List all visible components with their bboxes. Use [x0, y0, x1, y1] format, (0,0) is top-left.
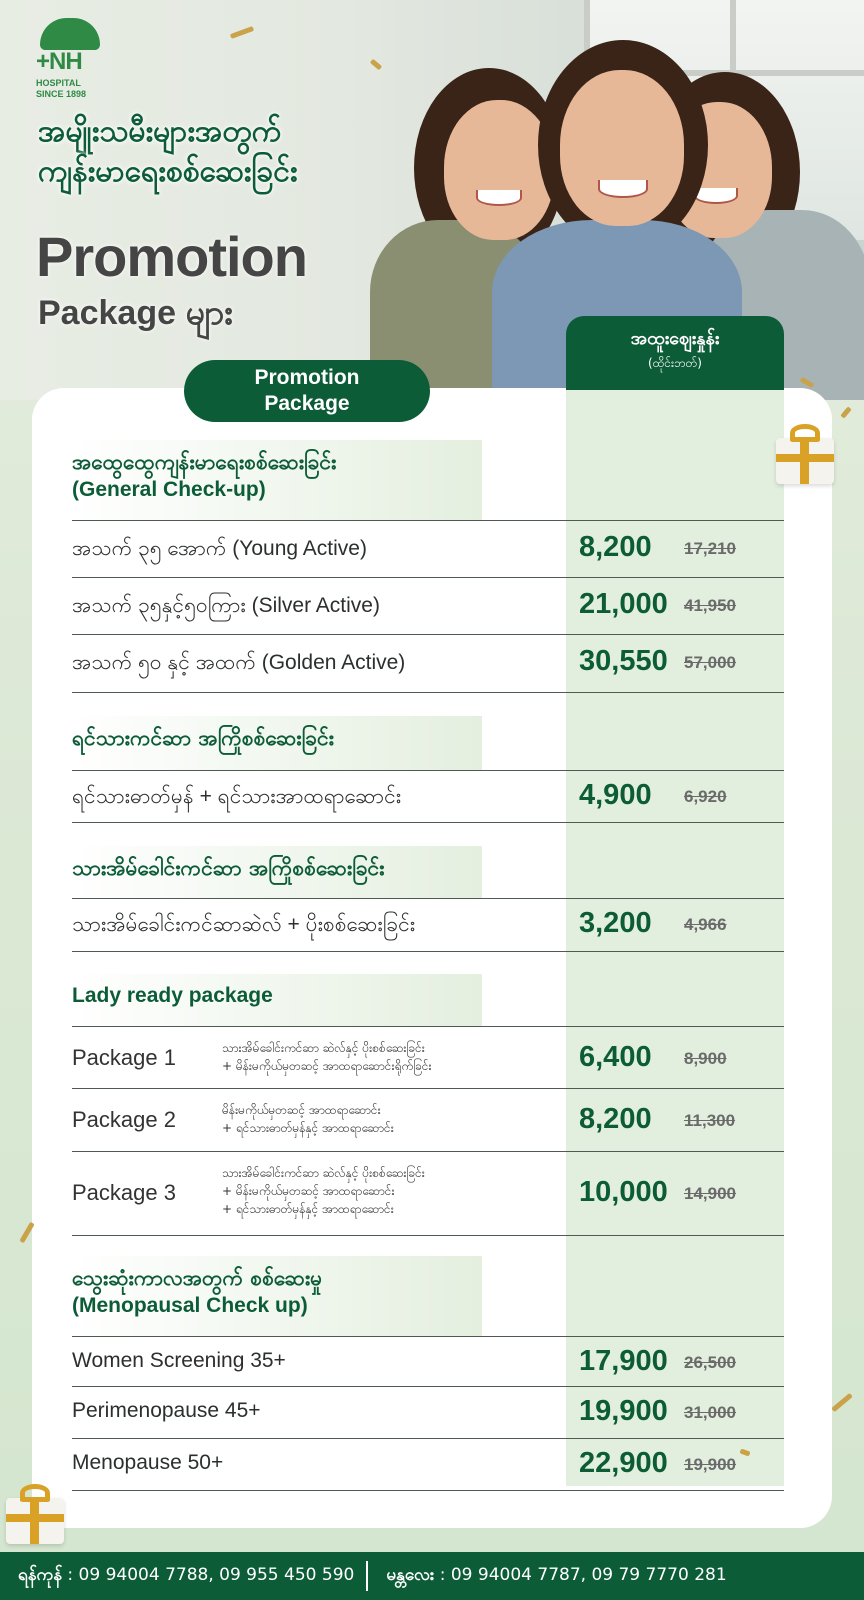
section-header-lady-ready [72, 974, 482, 1026]
table-row [72, 1336, 784, 1387]
promo-price: 17,900 [579, 1345, 668, 1377]
table-row [72, 1439, 784, 1491]
row-label: အသက် ၃၅ အောက် (Young Active) [72, 537, 367, 560]
promo-price: 22,900 [579, 1447, 668, 1479]
promo-price: 30,550 [579, 645, 668, 677]
table-row [72, 520, 784, 578]
promo-price: 6,400 [579, 1041, 652, 1073]
yangon-phones[interactable]: 09 94004 7788, 09 955 450 590 [78, 1564, 355, 1585]
section-title: အထွေထွေကျန်းမာရေးစစ်ဆေးခြင်း [72, 450, 337, 474]
table-row [72, 898, 784, 952]
section-header-cervical [72, 846, 482, 898]
original-price: 19,900 [684, 1455, 736, 1474]
contact-footer [0, 1552, 864, 1600]
row-label: Perimenopause 45+ [72, 1399, 261, 1422]
confetti-decoration [840, 406, 852, 418]
price-column-header [566, 316, 784, 390]
package-description [222, 1039, 552, 1075]
section-title: ရင်သားကင်ဆာ အကြိုစစ်ဆေးခြင်း [72, 726, 334, 750]
original-price: 8,900 [684, 1049, 727, 1068]
section-title-en: Lady ready package [72, 984, 273, 1007]
section-header-general [72, 440, 482, 520]
package-desc-line: မိန်းမကိုယ်မှတဆင့် အာထရာဆောင်း [222, 1103, 381, 1117]
package-pill-line-2: Package [264, 392, 350, 415]
mandalay-phones[interactable]: 09 94004 7787, 09 79 7770 281 [450, 1564, 727, 1585]
gift-box-icon [770, 420, 840, 484]
confetti-decoration [831, 1393, 853, 1412]
row-label: အသက် ၃၅နှင့်၅၀ကြား (Silver Active) [72, 594, 380, 617]
section-title-en: (General Check-up) [72, 478, 266, 501]
row-label: ရင်သားဓာတ်မှန် + ရင်သားအာထရာဆောင်း [72, 785, 402, 808]
package-description [222, 1101, 552, 1137]
row-label: သားအိမ်ခေါင်းကင်ဆာဆဲလ် + ပိုးစစ်ဆေးခြင်း [72, 913, 416, 936]
yangon-label: ရန်ကုန် [18, 1564, 62, 1585]
original-price: 57,000 [684, 653, 736, 672]
package-desc-line: သားအိမ်ခေါင်းကင်ဆာ ဆဲလ်နှင့် ပိုးစစ်ဆေးခြင်း [222, 1166, 425, 1180]
logo-subtitle: HOSPITAL [36, 78, 81, 88]
original-price: 11,300 [684, 1111, 736, 1130]
package-description [222, 1164, 552, 1218]
logo-cross: + [36, 48, 50, 75]
package-pill-line-1: Promotion [254, 366, 360, 389]
package-column-header [184, 360, 430, 422]
promotion-title: Promotion [36, 225, 307, 288]
mandalay-contact: မန္တလေး : 09 94004 7787, 09 79 7770 281 [386, 1564, 727, 1585]
tree-icon [40, 18, 100, 50]
logo-text: NH [49, 48, 82, 75]
original-price: 6,920 [684, 787, 727, 806]
table-row [72, 635, 784, 693]
row-label: Menopause 50+ [72, 1451, 224, 1474]
package-desc-line: သားအိမ်ခေါင်းကင်ဆာ ဆဲလ်နှင့် ပိုးစစ်ဆေးခြင်း [222, 1041, 425, 1055]
package-desc-line: + ရင်သားဓာတ်မှန်နှင့် အာထရာဆောင်း [222, 1121, 394, 1135]
row-label: အသက် ၅၀ နှင့် အထက် (Golden Active) [72, 651, 406, 674]
yangon-contact: ရန်ကုန် : 09 94004 7788, 09 955 450 590 [18, 1564, 355, 1585]
section-title: သွေးဆုံးကာလအတွက် စစ်ဆေးမှု [72, 1266, 323, 1290]
promo-price: 10,000 [579, 1176, 668, 1208]
table-row [72, 770, 784, 823]
table-row [72, 1089, 784, 1152]
package-name: Package 2 [72, 1107, 176, 1132]
hospital-logo [36, 18, 106, 102]
table-row [72, 1152, 784, 1236]
original-price: 14,900 [684, 1184, 736, 1203]
package-name: Package 1 [72, 1045, 176, 1070]
row-label: Women Screening 35+ [72, 1349, 286, 1372]
package-desc-line: + ရင်သားဓာတ်မှန်နှင့် အာထရာဆောင်း [222, 1202, 394, 1216]
price-header-unit: (ထိုင်းဘတ်) [648, 356, 702, 370]
promo-price: 8,200 [579, 1103, 652, 1135]
promo-price: 19,900 [579, 1395, 668, 1427]
package-desc-line: + မိန်းမကိုယ်မှတဆင့် အာထရာဆောင်းရိုက်ခြင်း [222, 1059, 432, 1073]
promo-price: 3,200 [579, 907, 652, 939]
headline-line-2: ကျန်းမာရေးစစ်ဆေးခြင်း [38, 154, 298, 189]
mandalay-label: မန္တလေး [386, 1564, 435, 1585]
package-subtitle: Package များ [38, 294, 233, 332]
section-header-menopausal [72, 1256, 482, 1336]
original-price: 41,950 [684, 596, 736, 615]
original-price: 17,210 [684, 539, 736, 558]
headline-line-1: အမျိုးသမီးများအတွက် [38, 114, 282, 149]
table-row [72, 1026, 784, 1089]
original-price: 31,000 [684, 1403, 736, 1422]
original-price: 4,966 [684, 915, 727, 934]
promo-price: 4,900 [579, 779, 652, 811]
logo-since: SINCE 1898 [36, 89, 87, 99]
section-header-breast [72, 716, 482, 770]
package-name: Package 3 [72, 1180, 176, 1205]
promo-price: 8,200 [579, 531, 652, 563]
package-desc-line: + မိန်းမကိုယ်မှတဆင့် အာထရာဆောင်း [222, 1184, 395, 1198]
section-title: သားအိမ်ခေါင်းကင်ဆာ အကြိုစစ်ဆေးခြင်း [72, 856, 385, 880]
section-title-en: (Menopausal Check up) [72, 1294, 308, 1317]
promo-price: 21,000 [579, 588, 668, 620]
gift-box-icon [0, 1480, 70, 1544]
original-price: 26,500 [684, 1353, 736, 1372]
headline [38, 112, 418, 192]
table-row [72, 578, 784, 635]
price-header-title: အထူးဈေးနှုန်း [630, 328, 720, 349]
table-row [72, 1387, 784, 1439]
